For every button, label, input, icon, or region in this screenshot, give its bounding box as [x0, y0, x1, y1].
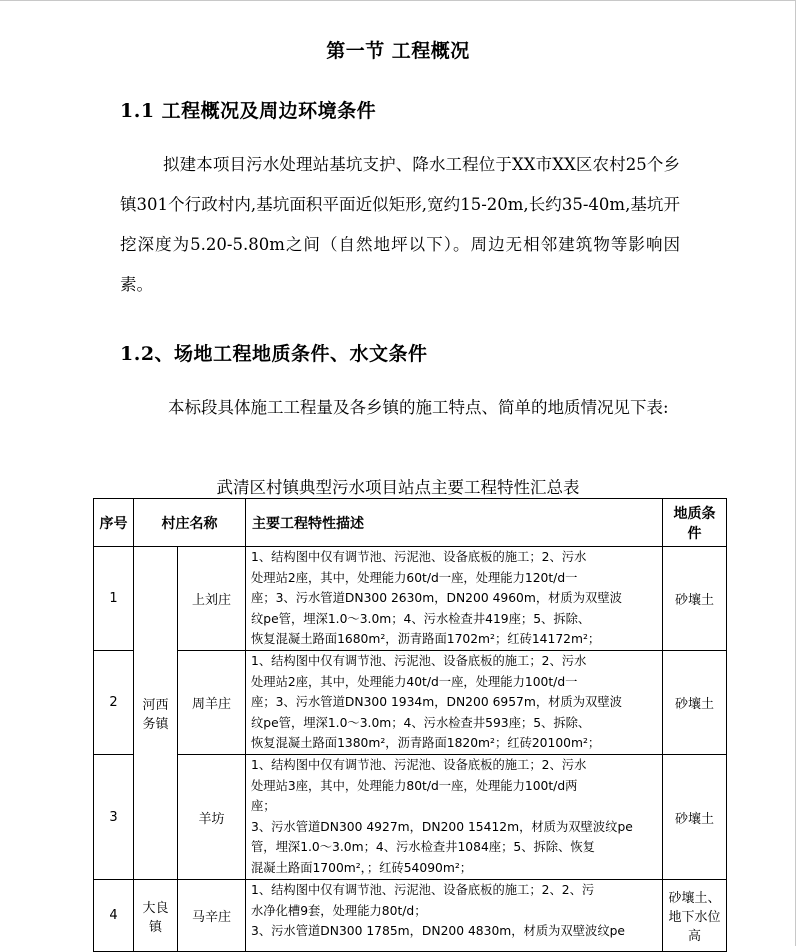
desc-line: 处理站3座，其中，处理能力80t/d一座，处理能力100t/d两 [251, 778, 578, 793]
table-header-row [94, 499, 727, 547]
table-row [94, 755, 727, 880]
header-geology: 地质条件 [663, 499, 727, 547]
heading-overview: 1.1 工程概况及周边环境条件 [120, 100, 377, 122]
geology-cell: 砂壤土 [663, 547, 727, 651]
section-title: 第一节 工程概况 [326, 40, 470, 62]
desc-line: 恢复混凝土路面1380m²，沥青路面1820m²；红砖20100m²； [251, 736, 601, 750]
table-row [94, 880, 727, 952]
village-name: 周羊庄 [178, 651, 246, 755]
header-village: 村庄名称 [134, 499, 246, 547]
desc-line: 1、结构图中仅有调节池、污泥池、设备底板的施工；2、污水 [251, 654, 587, 668]
desc-line: 恢复混凝土路面1680m²，沥青路面1702m²；红砖14172m²； [251, 632, 601, 646]
desc-line: 3、污水管道DN300 4927m，DN200 15412m，材质为双壁波纹pe [251, 819, 633, 834]
desc-line: 管，埋深1.0～3.0m；4、污水检查井1084座；5、拆除、恢复 [251, 840, 595, 854]
row-description [246, 651, 663, 755]
desc-line: 3、污水管道DN300 1785m，DN200 4830m，材质为双壁波纹pe [251, 924, 625, 938]
paragraph-overview: 拟建本项目污水处理站基坑支护、降水工程位于XX市XX区农村25个乡镇301个行政村内,基坑面积平面近似矩形,宽约15-20m,长约35-40m,基坑开挖深度为5.20-5.80m之间（自然地坪以下）。周边无相邻建筑物等影响因素。 [120, 155, 680, 294]
desc-line: 1、结构图中仅有调节池、污泥池、设备底板的施工；2、污水 [251, 550, 587, 564]
row-description [246, 755, 663, 880]
town-name: 河西务镇 [134, 547, 178, 880]
desc-line: 水净化槽9套，处理能力80t/d； [251, 903, 427, 918]
row-seq: 2 [94, 651, 134, 755]
row-seq: 3 [94, 755, 134, 880]
desc-line: 处理站2座，其中，处理能力60t/d一座，处理能力120t/d一 [251, 570, 578, 585]
desc-line: 1、结构图中仅有调节池、污泥池、设备底板的施工；2、2、污 [251, 883, 595, 897]
desc-line: 座；3、污水管道DN300 1934m，DN200 6957m，材质为双壁波 [251, 695, 622, 709]
geology-cell: 砂壤土、地下水位高 [663, 880, 727, 952]
town-name: 大良镇 [134, 880, 178, 952]
header-description: 主要工程特性描述 [246, 499, 663, 547]
desc-line: 座；3、污水管道DN300 2630m，DN200 4960m，材质为双壁波 [251, 591, 622, 605]
engineering-summary-table [93, 498, 727, 952]
heading-geology: 1.2、场地工程地质条件、水文条件 [120, 343, 428, 365]
row-seq: 4 [94, 880, 134, 952]
geology-cell: 砂壤土 [663, 651, 727, 755]
paragraph-intro-table: 本标段具体施工工程量及各乡镇的施工特点、简单的地质情况见下表: [168, 398, 669, 417]
village-name: 马辛庄 [178, 880, 246, 952]
table-caption: 武清区村镇典型污水项目站点主要工程特性汇总表 [216, 478, 580, 497]
row-seq: 1 [94, 547, 134, 651]
desc-line: 纹pe管，埋深1.0～3.0m；4、污水检查井593座；5、拆除、 [251, 715, 591, 730]
page-border-top [0, 0, 796, 1]
desc-line: 处理站2座，其中，处理能力40t/d一座，处理能力100t/d一 [251, 674, 578, 689]
header-seq: 序号 [94, 499, 134, 547]
village-name: 羊坊 [178, 755, 246, 880]
table-row [94, 547, 727, 651]
desc-line: 纹pe管，埋深1.0～3.0m；4、污水检查井419座；5、拆除、 [251, 611, 591, 626]
row-description [246, 547, 663, 651]
village-name: 上刘庄 [178, 547, 246, 651]
table-row [94, 651, 727, 755]
desc-line: 座； [251, 799, 276, 813]
row-description [246, 880, 663, 952]
geology-cell: 砂壤土 [663, 755, 727, 880]
desc-line: 混凝土路面1700m²，；红砖54090m²； [251, 860, 473, 875]
desc-line: 1、结构图中仅有调节池、污泥池、设备底板的施工；2、污水 [251, 758, 587, 772]
